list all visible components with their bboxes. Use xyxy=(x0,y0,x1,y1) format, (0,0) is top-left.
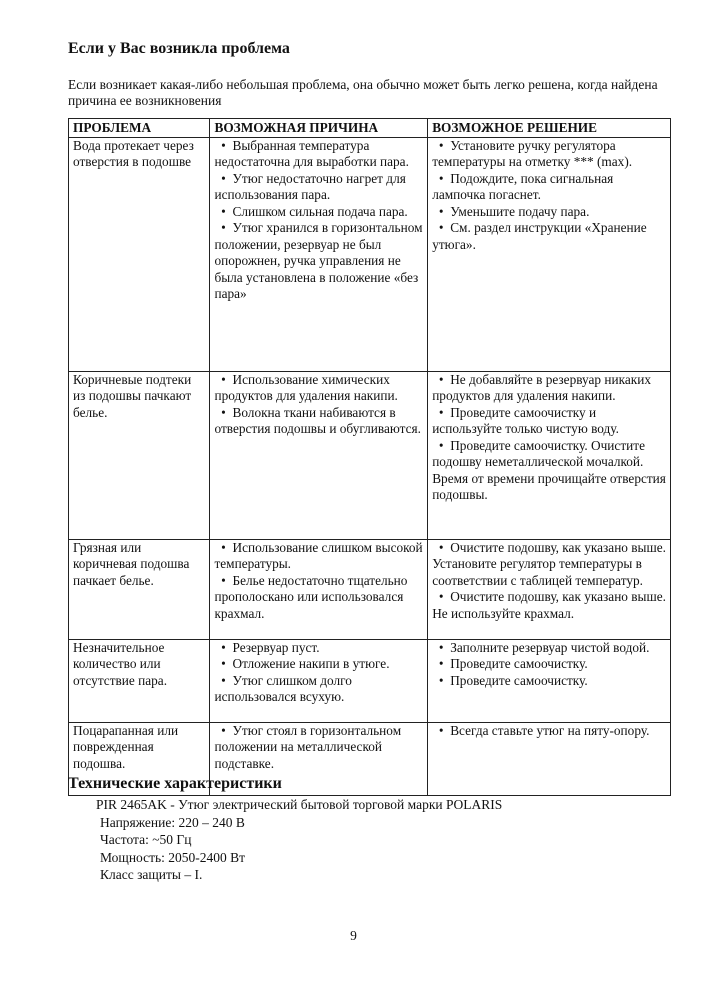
cause-list xyxy=(214,138,423,303)
table-row xyxy=(69,539,671,639)
list-item xyxy=(432,405,666,438)
problem-cell: Грязная или коричневая подошва пачкает белье. xyxy=(69,539,210,639)
table-header-row xyxy=(69,119,671,138)
list-item xyxy=(214,171,423,204)
specs-heading: Технические характеристики xyxy=(68,775,282,792)
bullet-icon: • xyxy=(438,539,444,555)
solution-list xyxy=(432,540,666,623)
problem-cell: Поцарапанная или поврежденная подошва. xyxy=(69,722,210,795)
list-item xyxy=(432,138,666,171)
list-item-text: Подождите, пока сигнальная лампочка погаснет. xyxy=(432,170,614,202)
list-item-text: См. раздел инструкции «Хранение утюга». xyxy=(432,220,647,252)
list-item-text: Слишком сильная подача пара. xyxy=(232,203,408,219)
list-item-text: Проведите самоочистку. xyxy=(450,672,588,688)
list-item-text: Установите ручку регулятора температуры на отметку *** (max). xyxy=(432,137,633,169)
bullet-icon: • xyxy=(221,722,226,738)
list-item-text: Выбранная температура недостаточна для выработки пара. xyxy=(214,137,409,169)
list-item xyxy=(214,540,423,573)
cause-cell xyxy=(210,639,428,722)
list-item-text: Утюг стоял в горизонтальном положении на металлической подставке. xyxy=(214,722,402,771)
list-item xyxy=(432,438,666,504)
solution-list xyxy=(432,640,666,690)
list-item xyxy=(214,405,423,438)
spec-model: PIR 2465AK - Утюг электрический бытовой торговой марки POLARIS xyxy=(96,797,503,812)
list-item-text: Не добавляйте в резервуар никаких продуктов для удаления накипи. xyxy=(432,371,652,403)
solution-cell xyxy=(428,539,671,639)
bullet-icon: • xyxy=(221,672,226,688)
list-item-text: Использование химических продуктов для удаления накипи. xyxy=(214,371,398,403)
solution-cell xyxy=(428,722,671,795)
bullet-icon: • xyxy=(438,722,444,738)
solution-list xyxy=(432,138,666,254)
list-item xyxy=(432,220,666,253)
cause-cell xyxy=(210,539,428,639)
list-item xyxy=(432,673,666,690)
table-row xyxy=(69,137,671,371)
bullet-icon: • xyxy=(221,656,226,671)
list-item-text: Резервуар пуст. xyxy=(232,639,320,655)
bullet-icon: • xyxy=(221,371,226,387)
cause-cell xyxy=(210,371,428,539)
list-item xyxy=(214,723,423,773)
list-item xyxy=(432,656,666,673)
list-item-text: Очистите подошву, как указано выше. Установите регулятор температуры в соответствии с таблицей температур. xyxy=(432,539,666,588)
bullet-icon: • xyxy=(221,220,226,235)
bullet-icon: • xyxy=(221,539,226,555)
list-item-text: Проведите самоочистку. Очистите подошву неметаллической мочалкой. Время от времени прочищайте отверстия подошвы. xyxy=(432,437,666,502)
header-solution: ВОЗМОЖНОЕ РЕШЕНИЕ xyxy=(428,119,671,138)
spec-protection-class: Класс защиты – I. xyxy=(100,867,203,882)
bullet-icon: • xyxy=(438,371,444,387)
bullet-icon: • xyxy=(221,572,226,588)
header-problem: ПРОБЛЕМА xyxy=(69,119,210,138)
list-item xyxy=(214,673,423,706)
list-item-text: Волокна ткани набиваются в отверстия подошвы и обугливаются. xyxy=(214,404,421,436)
solution-list xyxy=(432,372,666,504)
bullet-icon: • xyxy=(221,170,226,186)
list-item xyxy=(214,640,423,657)
list-item xyxy=(214,656,423,673)
table-row xyxy=(69,639,671,722)
spec-frequency: Частота: ~50 Гц xyxy=(100,832,192,847)
cause-list xyxy=(214,640,423,706)
list-item-text: Уменьшите подачу пара. xyxy=(450,203,590,219)
bullet-icon: • xyxy=(438,437,444,453)
header-cause: ВОЗМОЖНАЯ ПРИЧИНА xyxy=(210,119,428,138)
bullet-icon: • xyxy=(438,404,444,420)
list-item-text: Проведите самоочистку и используйте только чистую воду. xyxy=(432,404,619,436)
spec-power: Мощность: 2050-2400 Вт xyxy=(100,849,246,865)
intro-paragraph: Если возникает какая-либо небольшая проблема, она обычно может быть легко решена, когда найдена причина ее возникновения xyxy=(68,77,658,108)
solution-cell xyxy=(428,371,671,539)
bullet-icon: • xyxy=(438,203,444,219)
list-item-text: Очистите подошву, как указано выше. Не используйте крахмал. xyxy=(432,589,666,621)
list-item xyxy=(214,372,423,405)
bullet-icon: • xyxy=(221,404,226,420)
cause-list xyxy=(214,723,423,773)
list-item xyxy=(432,204,666,221)
list-item-text: Всегда ставьте утюг на пяту-опору. xyxy=(450,722,650,738)
list-item xyxy=(432,372,666,405)
list-item-text: Проведите самоочистку. xyxy=(450,656,588,671)
table-body xyxy=(69,137,671,795)
problem-cell: Незначительное количество или отсутствие пара. xyxy=(69,639,210,722)
list-item-text: Белье недостаточно тщательно прополоскано или использовался крахмал. xyxy=(214,572,408,621)
cause-list xyxy=(214,372,423,438)
bullet-icon: • xyxy=(438,589,444,604)
list-item xyxy=(432,723,666,740)
list-item xyxy=(214,204,423,221)
list-item-text: Отложение накипи в утюге. xyxy=(232,656,390,671)
list-item xyxy=(432,540,666,590)
table-row xyxy=(69,371,671,539)
list-item xyxy=(432,640,666,657)
bullet-icon: • xyxy=(438,656,444,671)
troubleshooting-table xyxy=(68,118,671,796)
bullet-icon: • xyxy=(438,137,444,153)
bullet-icon: • xyxy=(221,639,226,655)
list-item-text: Использование слишком высокой температуры. xyxy=(214,539,423,571)
list-item-text: Утюг слишком долго использовался всухую. xyxy=(214,672,352,704)
solution-cell xyxy=(428,137,671,371)
bullet-icon: • xyxy=(221,203,226,219)
cause-list xyxy=(214,540,423,623)
specs-block xyxy=(96,796,502,884)
solution-list xyxy=(432,723,666,740)
page-number: 9 xyxy=(350,928,357,943)
cause-cell xyxy=(210,137,428,371)
bullet-icon: • xyxy=(438,672,444,688)
bullet-icon: • xyxy=(221,137,226,153)
page-title: Если у Вас возникла проблема xyxy=(68,40,290,57)
list-item xyxy=(214,138,423,171)
solution-cell xyxy=(428,639,671,722)
list-item xyxy=(432,171,666,204)
spec-voltage: Напряжение: 220 – 240 В xyxy=(100,814,245,830)
bullet-icon: • xyxy=(438,170,444,186)
bullet-icon: • xyxy=(438,220,444,235)
list-item xyxy=(214,220,423,303)
list-item-text: Утюг недостаточно нагрет для использования пара. xyxy=(214,170,406,202)
problem-cell: Вода протекает через отверстия в подошве xyxy=(69,137,210,371)
list-item-text: Утюг хранился в горизонтальном положении, резервуар не был опорожнен, ручка управления не была установлена в положение «без пара» xyxy=(214,220,423,301)
problem-cell: Коричневые подтеки из подошвы пачкают белье. xyxy=(69,371,210,539)
list-item xyxy=(432,589,666,622)
list-item xyxy=(214,573,423,623)
list-item-text: Заполните резервуар чистой водой. xyxy=(450,639,650,655)
bullet-icon: • xyxy=(438,639,444,655)
